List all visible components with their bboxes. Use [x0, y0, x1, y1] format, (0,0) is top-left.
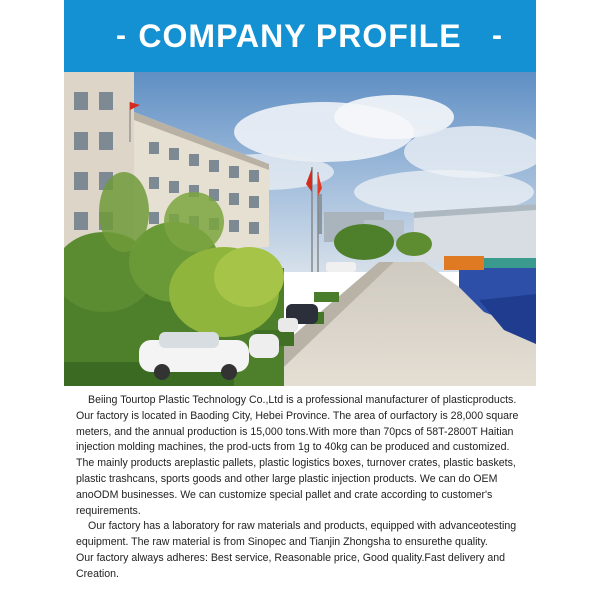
- description-line: Our factory is located in Baoding City, Hebei Province. The area of ourfactory is 28,000 square: [76, 409, 519, 422]
- factory-photo: [64, 72, 536, 386]
- description-line: Creation.: [76, 567, 119, 580]
- company-description: [76, 393, 536, 583]
- description-line: requirements.: [76, 504, 141, 517]
- description-line: The mainly products areplastic pallets, plastic logistics boxes, turnover crates, plastic baskets,: [76, 457, 516, 470]
- description-line: injection molding machines, the prod-ucts from 1g to 40kg can be produced and customized.: [76, 441, 510, 454]
- description-line: anoODM businesses. We can customize special pallet and crate according to customer's: [76, 488, 493, 501]
- description-line: meters, and the annual production is 15,000 tons.With more than 70pcs of 58T-2800T Haitian: [76, 425, 514, 438]
- banner-dash-left: -: [116, 19, 126, 52]
- page-title: COMPANY PROFILE: [138, 17, 462, 54]
- description-line: equipment. The raw material is from Sinopec and Tianjin Zhongsha to ensurethe quality.: [76, 536, 488, 549]
- title-banner: [64, 0, 536, 72]
- description-line: plastic trashcans, sports goods and other large plastic injection products. We can do OEM: [76, 472, 498, 485]
- description-line: Beiing Tourtop Plastic Technology Co.,Ltd is a professional manufacturer of plasticproducts.: [88, 394, 517, 406]
- description-line: Our factory always adheres: Best service, Reasonable price, Good quality.Fast delivery and: [76, 551, 506, 564]
- banner-dash-right: -: [492, 19, 502, 52]
- description-line: Our factory has a laboratory for raw materials and products, equipped with advanceotesting: [88, 520, 517, 533]
